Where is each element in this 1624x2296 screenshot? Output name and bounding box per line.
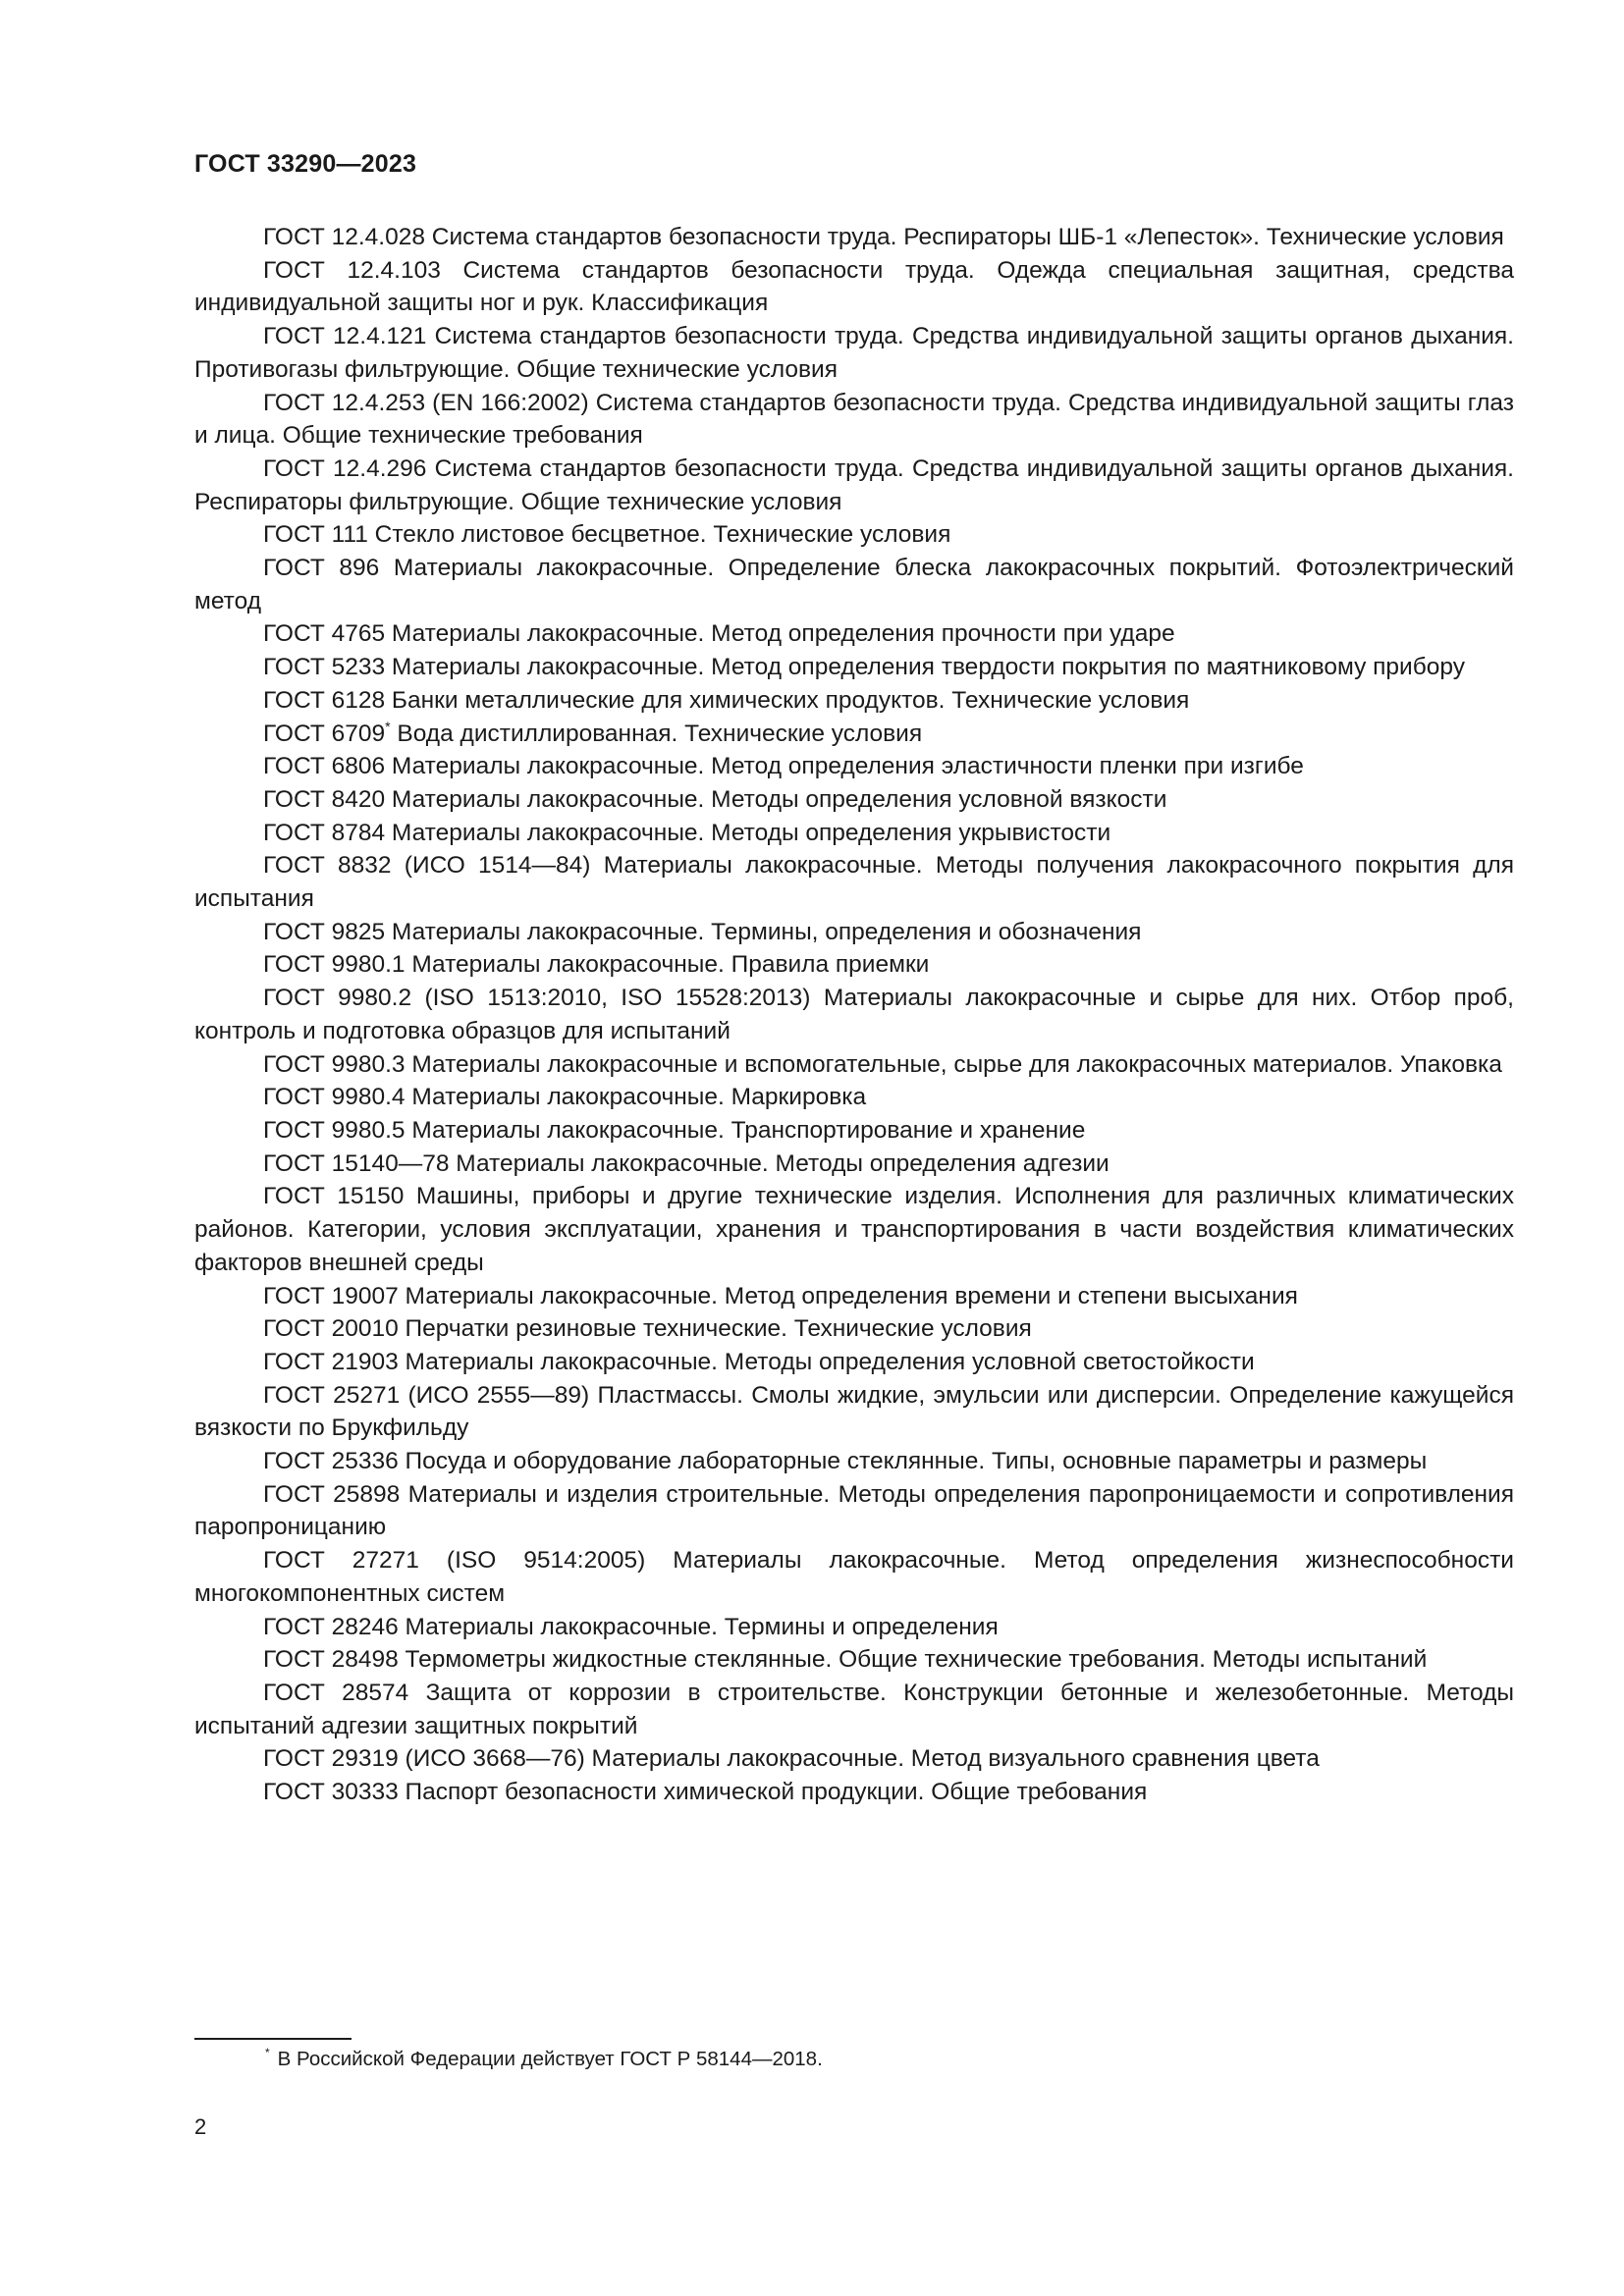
reference-entry: ГОСТ 9980.1 Материалы лакокрасочные. Правила приемки (263, 951, 930, 979)
reference-entry: ГОСТ 6128 Банки металлические для химических продуктов. Технические условия (263, 686, 1190, 714)
footnote-marker: * (265, 2046, 270, 2059)
reference-code: ГОСТ 6709 (263, 720, 386, 747)
document-header: ГОСТ 33290—2023 (194, 150, 417, 178)
reference-entry: ГОСТ 6806 Материалы лакокрасочные. Метод определения эластичности пленки при изгибе (263, 753, 1304, 780)
reference-entry: ГОСТ 8784 Материалы лакокрасочные. Методы определения укрывистости (263, 819, 1111, 846)
reference-entry: ГОСТ 111 Стекло листовое бесцветное. Технические условия (263, 521, 951, 549)
reference-entry: ГОСТ 12.4.103 Система стандартов безопасности труда. Одежда специальная защитная, средства индивидуальной защиты ног и рук. Классификация (194, 256, 1514, 317)
reference-entry: ГОСТ 20010 Перчатки резиновые технические. Технические условия (263, 1315, 1032, 1343)
footnote-text: В Российской Федерации действует ГОСТ Р 58144—2018. (277, 2048, 823, 2070)
reference-entry: ГОСТ 9980.2 (ISO 1513:2010, ISO 15528:2013) Материалы лакокрасочные и сырье для них. Отбор проб, контроль и подготовка образцов для испытаний (194, 985, 1514, 1044)
reference-entry-with-footnote (194, 718, 1514, 751)
reference-entry: ГОСТ 5233 Материалы лакокрасочные. Метод определения твердости покрытия по маятниковому прибору (263, 654, 1465, 681)
reference-entry: ГОСТ 8832 (ИСО 1514—84) Материалы лакокрасочные. Методы получения лакокрасочного покрытия для испытания (194, 852, 1514, 913)
reference-entry: ГОСТ 12.4.121 Система стандартов безопасности труда. Средства индивидуальной защиты органов дыхания. Противогазы фильтрующие. Общие технические условия (194, 323, 1514, 383)
reference-entry: ГОСТ 4765 Материалы лакокрасочные. Метод определения прочности при ударе (263, 620, 1175, 648)
reference-entry: ГОСТ 27271 (ISO 9514:2005) Материалы лакокрасочные. Метод определения жизнеспособности многокомпонентных систем (194, 1547, 1514, 1607)
reference-entry: ГОСТ 29319 (ИСО 3668—76) Материалы лакокрасочные. Метод визуального сравнения цвета (263, 1745, 1320, 1773)
reference-entry: ГОСТ 896 Материалы лакокрасочные. Определение блеска лакокрасочных покрытий. Фотоэлектрический метод (194, 555, 1514, 614)
reference-entry: ГОСТ 25271 (ИСО 2555—89) Пластмассы. Смолы жидкие, эмульсии или дисперсии. Определение кажущейся вязкости по Брукфильду (194, 1381, 1514, 1442)
reference-entry: ГОСТ 9825 Материалы лакокрасочные. Термины, определения и обозначения (263, 918, 1142, 945)
footnote-separator (194, 2038, 352, 2040)
reference-entry: ГОСТ 15140—78 Материалы лакокрасочные. Методы определения адгезии (263, 1149, 1110, 1177)
reference-entry: ГОСТ 28498 Термометры жидкостные стеклянные. Общие технические требования. Методы испытаний (263, 1646, 1428, 1674)
reference-entry: ГОСТ 21903 Материалы лакокрасочные. Методы определения условной светостойкости (263, 1348, 1255, 1375)
reference-entry: ГОСТ 28574 Защита от коррозии в строительстве. Конструкции бетонные и железобетонные. Методы испытаний адгезии защитных покрытий (194, 1679, 1514, 1739)
reference-entry: ГОСТ 12.4.028 Система стандартов безопасности труда. Респираторы ШБ-1 «Лепесток». Технические условия (263, 224, 1504, 250)
reference-entry: ГОСТ 28246 Материалы лакокрасочные. Термины и определения (263, 1613, 999, 1640)
footnote-marker: * (385, 718, 391, 734)
reference-entry: ГОСТ 15150 Машины, приборы и другие технические изделия. Исполнения для различных климатических районов. Категории, условия эксплуатации, хранения и транспортирования в части воздействия климатических факторов внешней среды (194, 1183, 1514, 1276)
reference-entry: ГОСТ 8420 Материалы лакокрасочные. Методы определения условной вязкости (263, 785, 1167, 813)
reference-entry: ГОСТ 9980.3 Материалы лакокрасочные и вспомогательные, сырье для лакокрасочных материалов. Упаковка (263, 1050, 1502, 1078)
normative-references-list (194, 221, 1514, 1809)
reference-entry: ГОСТ 9980.4 Материалы лакокрасочные. Маркировка (263, 1084, 867, 1111)
footnote (265, 2048, 823, 2071)
reference-entry: ГОСТ 9980.5 Материалы лакокрасочные. Транспортирование и хранение (263, 1116, 1086, 1144)
page-number: 2 (194, 2114, 207, 2139)
reference-title: Вода дистиллированная. Технические условия (390, 720, 923, 747)
reference-entry: ГОСТ 12.4.296 Система стандартов безопасности труда. Средства индивидуальной защиты органов дыхания. Респираторы фильтрующие. Общие технические условия (194, 454, 1514, 515)
reference-entry: ГОСТ 12.4.253 (EN 166:2002) Система стандартов безопасности труда. Средства индивидуальной защиты глаз и лица. Общие технические требования (194, 389, 1514, 450)
reference-entry: ГОСТ 25898 Материалы и изделия строительные. Методы определения паропроницаемости и сопротивления паропроницанию (194, 1480, 1514, 1541)
reference-entry: ГОСТ 30333 Паспорт безопасности химической продукции. Общие требования (263, 1779, 1148, 1806)
reference-entry: ГОСТ 19007 Материалы лакокрасочные. Метод определения времени и степени высыхания (263, 1282, 1298, 1309)
reference-entry: ГОСТ 25336 Посуда и оборудование лабораторные стеклянные. Типы, основные параметры и размеры (263, 1448, 1428, 1475)
